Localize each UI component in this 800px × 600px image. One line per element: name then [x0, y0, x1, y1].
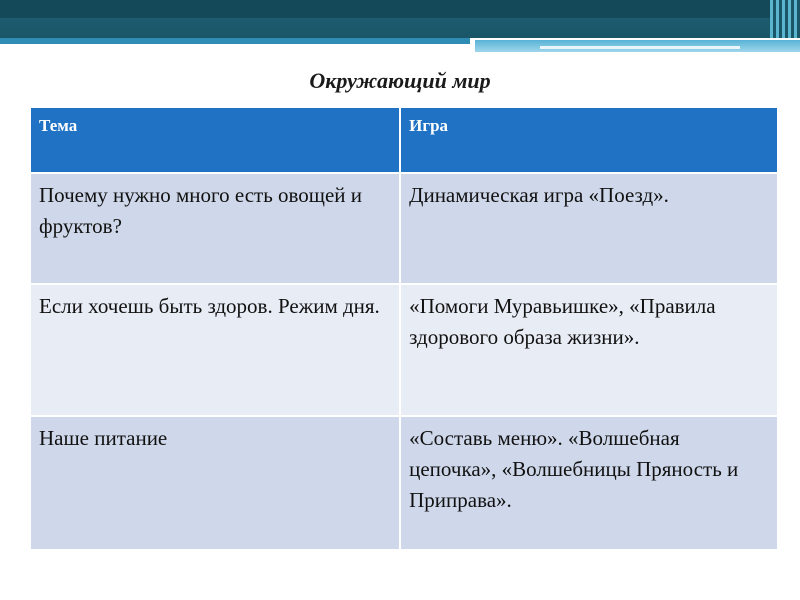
topics-table [29, 106, 779, 551]
accent-strip [0, 38, 470, 44]
cell-topic: Если хочешь быть здоров. Режим дня. [30, 284, 400, 416]
accent-strip [540, 46, 740, 49]
table-header-row [30, 107, 778, 173]
cell-game: Динамическая игра «Поезд». [400, 173, 778, 284]
cell-topic: Наше питание [30, 416, 400, 550]
cell-topic: Почему нужно много есть овощей и фруктов? [30, 173, 400, 284]
header-game: Игра [400, 107, 778, 173]
slide-title: Окружающий мир [309, 68, 491, 93]
corner-decoration [770, 0, 800, 38]
cell-game: «Составь меню». «Волшебная цепочка», «Волшебницы Пряность и Приправа». [400, 416, 778, 550]
top-banner-dark [0, 0, 800, 18]
header-topic: Тема [30, 107, 400, 173]
table-row [30, 173, 778, 284]
table-row [30, 284, 778, 416]
table-row [30, 416, 778, 550]
cell-game: «Помоги Муравьишке», «Правила здорового образа жизни». [400, 284, 778, 416]
